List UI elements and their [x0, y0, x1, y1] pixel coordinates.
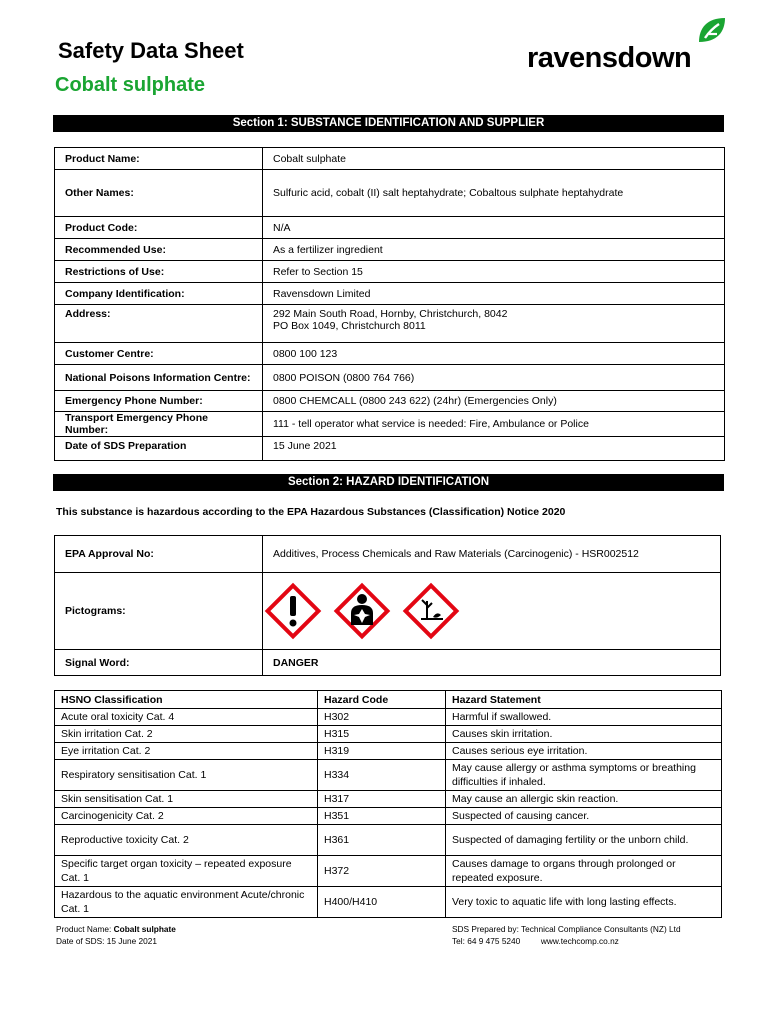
- section-2-heading: Section 2: HAZARD IDENTIFICATION: [53, 474, 724, 491]
- leaf-logo-icon: [695, 16, 727, 44]
- code-header: Hazard Code: [318, 691, 446, 709]
- pictograms-cell: [263, 573, 721, 650]
- table-cell: H319: [318, 743, 446, 760]
- table-cell: Respiratory sensitisation Cat. 1: [55, 760, 318, 791]
- row-label: Date of SDS Preparation: [55, 437, 263, 461]
- row-value: Refer to Section 15: [263, 261, 725, 283]
- footer-prepared: SDS Prepared by: Technical Compliance Consultants (NZ) Ltd: [452, 924, 681, 934]
- table-cell: Carcinogenicity Cat. 2: [55, 808, 318, 825]
- hazard-notice: This substance is hazardous according to the EPA Hazardous Substances (Classification) Notice 2020: [56, 506, 566, 518]
- row-label: Restrictions of Use:: [55, 261, 263, 283]
- row-label: Other Names:: [55, 170, 263, 217]
- row-value: 0800 100 123: [263, 343, 725, 365]
- statement-header: Hazard Statement: [446, 691, 722, 709]
- table-cell: H302: [318, 709, 446, 726]
- document-title: Safety Data Sheet: [58, 38, 244, 63]
- footer-web-link[interactable]: www.techcomp.co.nz: [540, 936, 619, 946]
- row-value: 111 - tell operator what service is needed: Fire, Ambulance or Police: [263, 412, 725, 437]
- address-line-2: PO Box 1049, Christchurch 8011: [273, 320, 426, 332]
- epa-approval-value: Additives, Process Chemicals and Raw Materials (Carcinogenic) - HSR002512: [263, 536, 721, 573]
- row-value: 0800 CHEMCALL (0800 243 622) (24hr) (Emergencies Only): [263, 391, 725, 412]
- footer-tel: Tel: 64 9 475 5240: [452, 936, 521, 946]
- footer-product: [56, 923, 176, 935]
- table-cell: Causes skin irritation.: [446, 726, 722, 743]
- logo-text: ravensdown: [527, 42, 692, 74]
- table-cell: Causes damage to organs through prolonged or repeated exposure.: [446, 856, 722, 887]
- footer-date: Date of SDS: 15 June 2021: [56, 936, 158, 946]
- table-cell: Skin irritation Cat. 2: [55, 726, 318, 743]
- health-hazard-icon: [332, 581, 392, 641]
- row-value: 15 June 2021: [263, 437, 725, 461]
- footer-contact: [452, 935, 681, 947]
- table-cell: May cause allergy or asthma symptoms or breathing difficulties if inhaled.: [446, 760, 722, 791]
- row-value: Cobalt sulphate: [263, 148, 725, 170]
- table-cell: Eye irritation Cat. 2: [55, 743, 318, 760]
- epa-approval-label: EPA Approval No:: [55, 536, 263, 573]
- section-1-heading: Section 1: SUBSTANCE IDENTIFICATION AND SUPPLIER: [53, 115, 724, 132]
- row-label: Customer Centre:: [55, 343, 263, 365]
- row-label: Recommended Use:: [55, 239, 263, 261]
- identification-table: [54, 147, 725, 461]
- table-cell: Acute oral toxicity Cat. 4: [55, 709, 318, 726]
- table-cell: Suspected of damaging fertility or the unborn child.: [446, 825, 722, 856]
- hsno-table: [54, 690, 722, 918]
- row-label: Product Name:: [55, 148, 263, 170]
- table-cell: Specific target organ toxicity – repeated exposure Cat. 1: [55, 856, 318, 887]
- row-label: Company Identification:: [55, 283, 263, 305]
- row-value: N/A: [263, 217, 725, 239]
- table-cell: H334: [318, 760, 446, 791]
- row-label: Address:: [55, 305, 263, 343]
- signal-word-label: Signal Word:: [55, 650, 263, 676]
- row-value: As a fertilizer ingredient: [263, 239, 725, 261]
- footer-right: [452, 923, 681, 947]
- footer-product-label: Product Name:: [56, 924, 114, 934]
- address-value: [263, 305, 725, 343]
- environment-hazard-icon: [401, 581, 461, 641]
- exclamation-mark-icon: [263, 581, 323, 641]
- table-cell: H315: [318, 726, 446, 743]
- table-cell: Skin sensitisation Cat. 1: [55, 791, 318, 808]
- table-cell: H317: [318, 791, 446, 808]
- hsno-header: HSNO Classification: [55, 691, 318, 709]
- row-label: National Poisons Information Centre:: [55, 365, 263, 391]
- table-cell: H351: [318, 808, 446, 825]
- row-label: Emergency Phone Number:: [55, 391, 263, 412]
- table-cell: Suspected of causing cancer.: [446, 808, 722, 825]
- table-cell: Hazardous to the aquatic environment Acute/chronic Cat. 1: [55, 887, 318, 918]
- table-cell: Harmful if swallowed.: [446, 709, 722, 726]
- product-title: Cobalt sulphate: [55, 74, 206, 96]
- row-label: Transport Emergency Phone Number:: [55, 412, 263, 437]
- footer-product-value: Cobalt sulphate: [113, 924, 176, 934]
- table-cell: Very toxic to aquatic life with long lasting effects.: [446, 887, 722, 918]
- table-cell: H400/H410: [318, 887, 446, 918]
- table-cell: Causes serious eye irritation.: [446, 743, 722, 760]
- table-cell: Reproductive toxicity Cat. 2: [55, 825, 318, 856]
- table-cell: May cause an allergic skin reaction.: [446, 791, 722, 808]
- ravensdown-logo: [527, 16, 727, 76]
- row-value: Ravensdown Limited: [263, 283, 725, 305]
- row-label: Product Code:: [55, 217, 263, 239]
- pictograms-label: Pictograms:: [55, 573, 263, 650]
- footer-left: [56, 923, 176, 947]
- row-value: 0800 POISON (0800 764 766): [263, 365, 725, 391]
- row-value: Sulfuric acid, cobalt (II) salt heptahydrate; Cobaltous sulphate heptahydrate: [263, 170, 725, 217]
- table-cell: H361: [318, 825, 446, 856]
- address-line-1: 292 Main South Road, Hornby, Christchurch, 8042: [273, 308, 508, 320]
- table-cell: H372: [318, 856, 446, 887]
- signal-word-value: DANGER: [263, 650, 721, 676]
- epa-table: [54, 535, 721, 676]
